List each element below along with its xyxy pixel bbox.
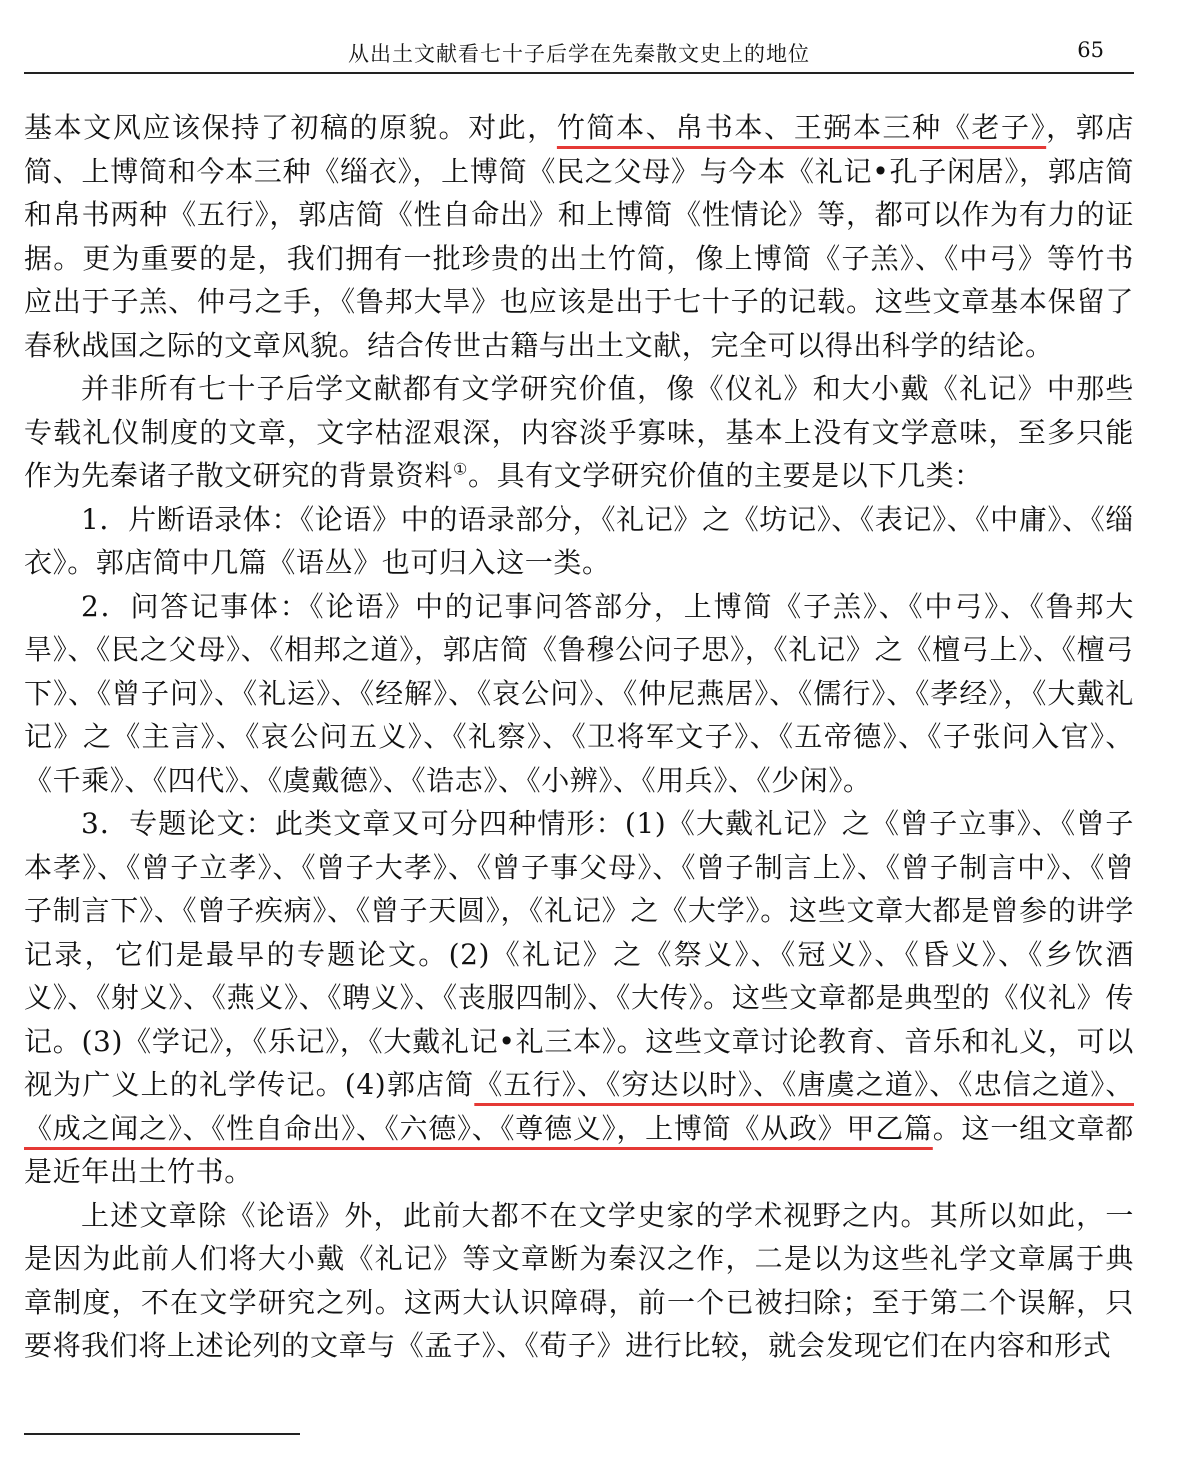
- page-number: 65: [1077, 38, 1104, 62]
- paragraph: [24, 367, 1134, 498]
- body-text: [24, 106, 1134, 1368]
- text-segment: 。这一组文章都是近年出土竹书。: [24, 1111, 1134, 1188]
- footnote-rule: [24, 1433, 300, 1435]
- footnote-marker[interactable]: ①: [453, 459, 468, 479]
- list-item-2: [24, 585, 1134, 803]
- text-segment: 上述文章除《论语》外，此前大都不在文学史家的学术视野之内。其所以如此，一是因为此前人们将大小戴《礼记》等文章断为秦汉之作，二是以为这些礼学文章属于典章制度，不在文学研究之列。这两大认识障碍，前一个已被扫除；至于第二个误解，只要将我们将上述论列的文章与《孟子》、《荀子》进行比较，就会发现它们在内容和形式: [24, 1198, 1134, 1362]
- highlighted-text: 竹简本、帛书本、王弼本三种《老子》: [556, 111, 1047, 144]
- text-segment: 2．问答记事体：《论语》中的记事问答部分，上博简《子羔》、《中弓》、《鲁邦大旱》、《民之父母》、《相邦之道》，郭店简《鲁穆公问子思》，《礼记》之《檀弓上》、《檀弓下》、《曾子问》、《礼运》、《经解》、《哀公问》、《仲尼燕居》、《儒行》、《孝经》，《大戴礼记》之《主言》、《哀公问五义》、《礼察》、《卫将军文子》、《五帝德》、《子张问入官》、《千乘》、《四代》、《虞戴德》、《诰志》、《小辨》、《用兵》、《少闲》。: [24, 589, 1134, 797]
- running-title: 从出土文献看七十子后学在先秦散文史上的地位: [348, 42, 810, 66]
- text-segment: ，郭店简、上博简和今本三种《缁衣》，上博简《民之父母》与今本《礼记•孔子闲居》，郭店简和帛书两种《五行》，郭店简《性自命出》和上博简《性情论》等，都可以作为有力的证据。更为重要的是，我们拥有一批珍贵的出土竹简，像上博简《子羔》、《中弓》等竹书应出于子羔、仲弓之手，《鲁邦大旱》也应该是出于七十子的记载。这些文章基本保留了春秋战国之际的文章风貌。结合传世古籍与出土文献，完全可以得出科学的结论。: [24, 111, 1134, 362]
- text-segment: 1．片断语录体：《论语》中的语录部分，《礼记》之《坊记》、《表记》、《中庸》、《缁衣》。郭店简中几篇《语丛》也可归入这一类。: [24, 502, 1134, 579]
- text-segment: 并非所有七十子后学文献都有文学研究价值，像《仪礼》和大小戴《礼记》中那些专载礼仪制度的文章，文字枯涩艰深，内容淡乎寡味，基本上没有文学意味，至多只能作为先秦诸子散文研究的背景资料: [24, 372, 1134, 492]
- list-item-3: [24, 802, 1134, 1194]
- text-segment: 3．专题论文：此类文章又可分四种情形：(1)《大戴礼记》之《曾子立事》、《曾子本孝》、《曾子立孝》、《曾子大孝》、《曾子事父母》、《曾子制言上》、《曾子制言中》、《曾子制言下》、《曾子疾病》、《曾子天圆》，《礼记》之《大学》。这些文章大都是曾参的讲学记录，它们是最早的专题论文。(2)《礼记》之《祭义》、《冠义》、《昏义》、《乡饮酒义》、《射义》、《燕义》、《聘义》、《丧服四制》、《大传》。这些文章都是典型的《仪礼》传记。(3)《学记》，《乐记》，《大戴礼记•礼三本》。这些文章讨论教育、音乐和礼义，可以视为广义上的礼学传记。(4)郭店简: [24, 807, 1134, 1101]
- page-header: [24, 30, 1134, 74]
- text-segment: 。具有文学研究价值的主要是以下几类：: [467, 459, 983, 492]
- highlighted-text: 《五行》、《穷达以时》、《唐虞之道》、《忠信之道》、《成之闻之》、《性自命出》、《六德》、《尊德义》，上博简《从政》甲乙篇: [24, 1068, 1134, 1145]
- paragraph: [24, 106, 1134, 367]
- list-item-1: [24, 498, 1134, 585]
- paragraph: [24, 1194, 1134, 1368]
- text-segment: 基本文风应该保持了初稿的原貌。对此，: [24, 111, 557, 144]
